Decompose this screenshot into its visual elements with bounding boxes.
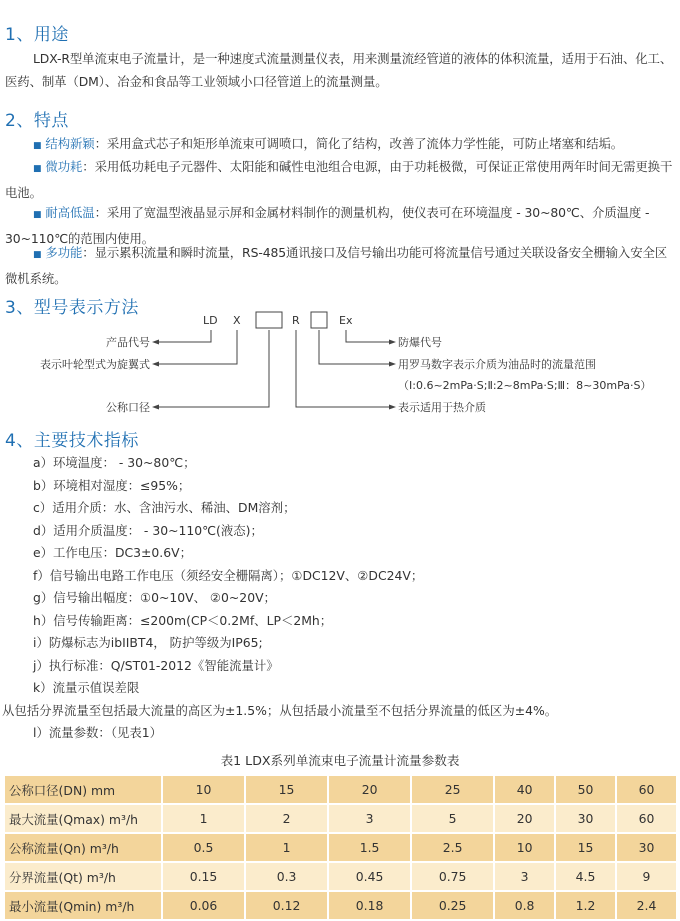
section-title-features: 2、特点 (5, 111, 69, 131)
feature-name: 微功耗 (45, 159, 83, 174)
table-cell: 0.5 (161, 834, 244, 861)
code-x: X (233, 314, 241, 327)
spec-item: i）防爆标志为ibIIBT4， 防护等级为IP65; (33, 635, 263, 650)
bullet-icon: ■ (33, 210, 42, 220)
label-explosion: 防爆代号 (398, 336, 442, 349)
line-impeller (158, 330, 237, 364)
arrow-icon (152, 340, 159, 345)
bullet-icon: ■ (33, 250, 42, 260)
table-cell: 9 (615, 863, 676, 890)
flow-parameter-table (5, 774, 676, 921)
table-cell: 10 (493, 834, 554, 861)
section-title-model: 3、型号表示方法 (5, 298, 139, 318)
table-row (5, 805, 676, 832)
model-designation-diagram (0, 310, 680, 420)
section-title-usage: 1、用途 (5, 25, 69, 45)
section-title-specs: 4、主要技术指标 (5, 431, 139, 451)
bullet-icon: ■ (33, 164, 42, 174)
code-ld: LD (203, 314, 218, 327)
feature-item (5, 155, 677, 204)
table-cell: 1 (244, 834, 327, 861)
spec-item: c）适用介质：水、含油污水、稀油、DM溶剂； (33, 500, 296, 515)
spec-item: f）信号输出电路工作电压（须经安全栅隔离）；①DC12V、②DC24V； (33, 567, 424, 583)
usage-paragraph: LDX-R型单流束电子流量计，是一种速度式流量测量仪表，用来测量流经管道的液体的体积流量，适用于石油、化工、医药、制革（DM）、冶金和食品等工业领域小口径管道上的流量测量。 (5, 51, 673, 89)
table-cell: 30 (615, 834, 676, 861)
feature-text: ：采用了宽温型液晶显示屏和金属材料制作的测量机构，使仪表可在环境温度 - 30~80℃、介质温度 - 30~110℃的范围内使用。 (5, 205, 650, 246)
arrow-icon (152, 362, 159, 367)
feature-text: ：显示累积流量和瞬时流量，RS-485通讯接口及信号输出功能可将流量信号通过关联设备安全栅输入安全区微机系统。 (5, 245, 668, 286)
diameter-box (256, 312, 282, 328)
line-product-code (158, 330, 211, 342)
feature-name: 结构新颖 (45, 136, 95, 151)
row-label: 最大流量(Qmax) m³/h (5, 805, 161, 832)
line-explosion (346, 330, 390, 342)
table-cell: 25 (410, 776, 493, 803)
label-diameter: 公称口径 (106, 401, 150, 414)
table-cell: 3 (493, 863, 554, 890)
code-r: R (292, 314, 300, 327)
label-product-code: 产品代号 (106, 336, 150, 349)
error-note: 从包括分界流量至包括最大流量的高区为±1.5%；从包括最小流量至不包括分界流量的低区为±4%。 (2, 702, 558, 718)
line-roman (319, 330, 390, 364)
table-cell: 0.45 (327, 863, 410, 890)
table-cell: 50 (554, 776, 615, 803)
spec-list (2, 452, 673, 745)
table-row (5, 863, 676, 890)
table-cell: 20 (327, 776, 410, 803)
table-cell: 0.12 (244, 892, 327, 919)
spec-item: h）信号传输距离：≤200m(CP＜0.2Mf、LP＜2Mh； (33, 612, 333, 628)
spec-item: k）流量示值误差限 (33, 680, 140, 695)
table-cell: 40 (493, 776, 554, 803)
row-label: 最小流量(Qmin) m³/h (5, 892, 161, 919)
label-impeller: 表示叶轮型式为旋翼式 (40, 358, 150, 371)
feature-item (5, 241, 677, 290)
table-row (5, 834, 676, 861)
range-box (311, 312, 327, 328)
spec-item: a）环境温度： - 30~80℃； (33, 455, 196, 470)
table-cell: 10 (161, 776, 244, 803)
spec-item: b）环境相对湿度：≤95%； (33, 477, 191, 493)
arrow-icon (389, 362, 396, 367)
table-cell: 0.15 (161, 863, 244, 890)
table-cell: 1 (161, 805, 244, 832)
table-cell: 15 (554, 834, 615, 861)
spec-item: g）信号输出幅度：①0~10V、 ②0~20V； (33, 590, 276, 605)
table-cell: 0.8 (493, 892, 554, 919)
spec-item: d）适用介质温度： - 30~110℃(液态)； (33, 522, 263, 538)
table-cell: 0.18 (327, 892, 410, 919)
feature-name: 耐高低温 (45, 205, 95, 220)
table-cell: 1.5 (327, 834, 410, 861)
spec-item: e）工作电压：DC3±0.6V； (33, 545, 192, 560)
table-cell: 60 (615, 805, 676, 832)
table-cell: 1.2 (554, 892, 615, 919)
table-cell: 0.25 (410, 892, 493, 919)
table-cell: 0.3 (244, 863, 327, 890)
table-cell: 2 (244, 805, 327, 832)
table-row (5, 892, 676, 919)
table-row (5, 776, 676, 803)
table-cell: 2.5 (410, 834, 493, 861)
code-ex: Ex (339, 314, 353, 327)
table-cell: 0.75 (410, 863, 493, 890)
spec-item: j）执行标准：Q/ST01-2012《智能流量计》 (33, 657, 279, 673)
table-cell: 0.06 (161, 892, 244, 919)
table-cell: 15 (244, 776, 327, 803)
table-reference: l）流量参数：（见表1） (33, 725, 163, 740)
row-label: 公称流量(Qn) m³/h (5, 834, 161, 861)
row-label: 分界流量(Qt) m³/h (5, 863, 161, 890)
arrow-icon (389, 405, 396, 410)
label-roman-detail: （Ⅰ:0.6~2mPa·S;Ⅱ:2~8mPa·S;Ⅲ：8~30mPa·S） (398, 379, 652, 392)
label-hot: 表示适用于热介质 (398, 401, 486, 414)
label-roman: 用罗马数字表示介质为油品时的流量范围 (398, 358, 596, 371)
table-cell: 60 (615, 776, 676, 803)
feature-name: 多功能 (45, 245, 83, 260)
arrow-icon (389, 340, 396, 345)
row-label: 公称口径(DN) mm (5, 776, 161, 803)
feature-text: ：采用盒式芯子和矩形单流束可调喷口，简化了结构，改善了流体力学性能，可防止堵塞和结垢。 (94, 136, 624, 151)
table-cell: 5 (410, 805, 493, 832)
arrow-icon (152, 405, 159, 410)
bullet-icon: ■ (33, 141, 42, 151)
table-cell: 2.4 (615, 892, 676, 919)
feature-text: ：采用低功耗电子元器件、太阳能和碱性电池组合电源，由于功耗极微，可保证正常使用两年时间无需更换干电池。 (5, 159, 673, 200)
table-caption: 表1 LDX系列单流束电子流量计流量参数表 (220, 753, 460, 768)
table-cell: 4.5 (554, 863, 615, 890)
table-cell: 30 (554, 805, 615, 832)
table-cell: 20 (493, 805, 554, 832)
table-cell: 3 (327, 805, 410, 832)
